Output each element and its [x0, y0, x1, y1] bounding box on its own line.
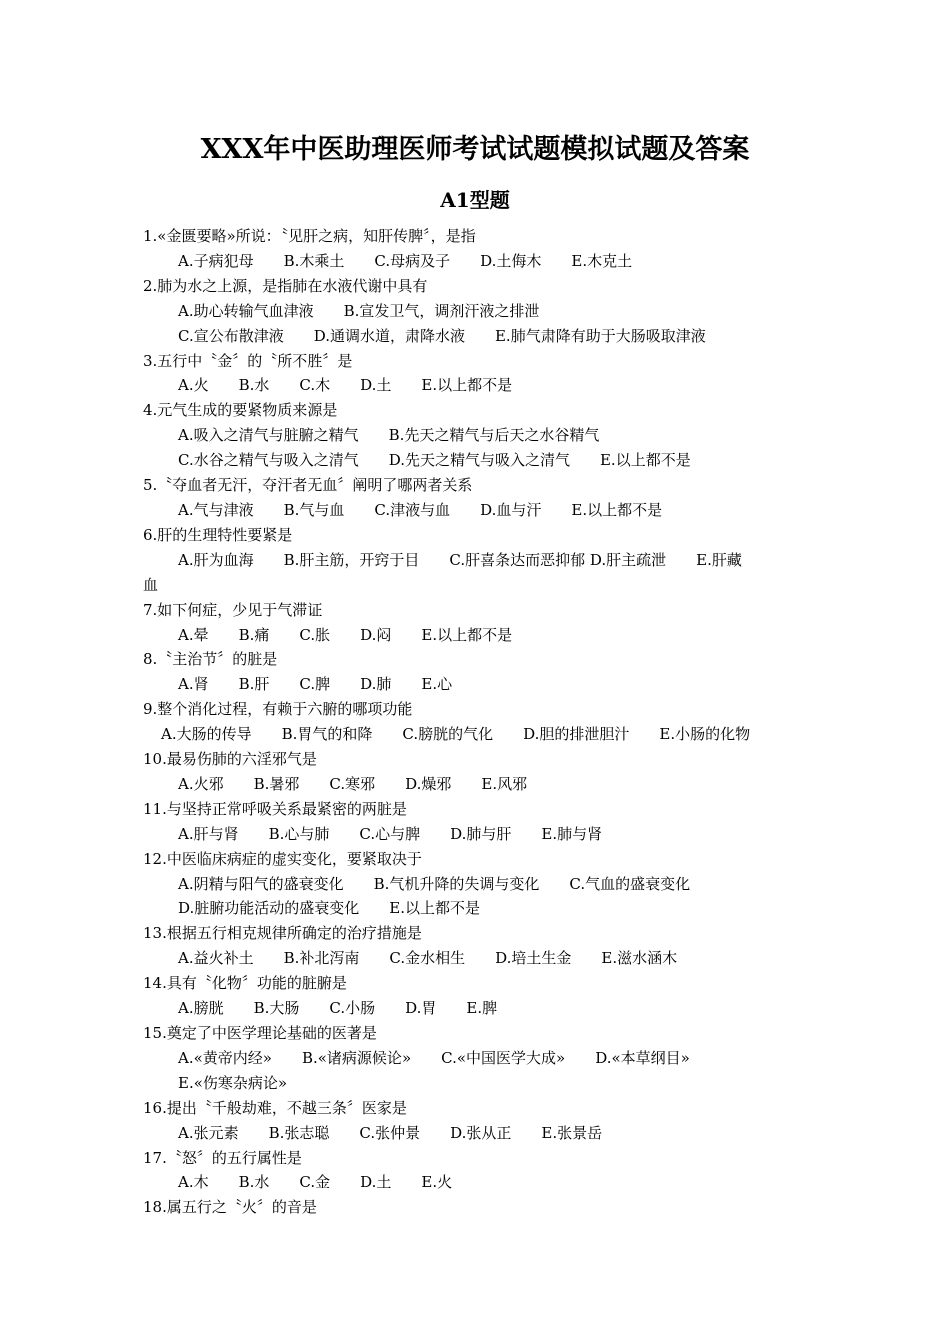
- answer-options: [143, 373, 813, 398]
- answer-option: A.吸入之清气与脏腑之精气: [178, 426, 359, 445]
- answer-option: E.以上都不是: [389, 899, 480, 918]
- answer-option: E.小肠的化物: [659, 725, 751, 744]
- answer-option: E.张景岳: [541, 1123, 603, 1142]
- question-text: 13.根据五行相克规律所确定的治疗措施是: [143, 924, 422, 943]
- question-text: 血: [143, 575, 159, 594]
- answer-option: B.水: [238, 1173, 270, 1192]
- answer-option: B.水: [238, 376, 270, 395]
- answer-option: A.肾: [178, 675, 209, 694]
- answer-options: [143, 822, 813, 847]
- answer-option: B.大肠: [253, 999, 300, 1018]
- question-text: 5.〝夺血者无汗，夺汗者无血〞阐明了哪两者关系: [143, 476, 473, 495]
- answer-option: B.心与肺: [268, 824, 330, 843]
- answer-options: [143, 1071, 813, 1096]
- answer-options: [143, 623, 813, 648]
- answer-option: E.滋水涵木: [601, 949, 678, 968]
- answer-option: D.土: [360, 376, 392, 395]
- answer-option: E.«伤寒杂病论»: [178, 1073, 288, 1092]
- answer-options: [143, 548, 813, 573]
- answer-option: E.肺气肃降有助于大肠吸取津液: [494, 326, 706, 345]
- answer-options: [143, 1121, 813, 1146]
- answer-option: B.肝: [238, 675, 270, 694]
- answer-option: C.肝喜条达而恶抑郁 D.肝主疏泄: [449, 550, 667, 569]
- answer-option: A.肝与肾: [178, 824, 239, 843]
- question-list: [143, 224, 813, 1220]
- answer-options: [143, 772, 813, 797]
- answer-option: D.张从正: [450, 1123, 512, 1142]
- answer-option: C.寒邪: [329, 774, 376, 793]
- answer-option: C.母病及子: [374, 251, 451, 270]
- answer-option: E.心: [421, 675, 453, 694]
- answer-option: C.膀胱的气化: [402, 725, 494, 744]
- question-text: 10.最易伤肺的六淫邪气是: [143, 750, 317, 769]
- answer-option: E.以上都不是: [421, 376, 513, 395]
- answer-options: [143, 672, 813, 697]
- answer-option: E.木克土: [571, 251, 633, 270]
- answer-option: C.木: [299, 376, 331, 395]
- question-text: 1.«金匮要略»所说：〝见肝之病，知肝传脾〞，是指: [143, 227, 476, 245]
- answer-option: C.«中国医学大成»: [441, 1048, 566, 1067]
- question-text: 14.具有〝化物〞功能的脏腑是: [143, 974, 347, 993]
- answer-option: D.通调水道，肃降水液: [313, 326, 465, 345]
- answer-option: D.胃: [405, 999, 437, 1018]
- answer-option: A.膀胱: [178, 999, 224, 1018]
- answer-options: [143, 448, 813, 473]
- question-text: 18.属五行之〝火〞的音是: [143, 1198, 317, 1217]
- answer-option: B.木乘土: [283, 251, 345, 270]
- answer-option: A.张元素: [178, 1123, 239, 1142]
- answer-option: D.胆的排泄胆汁: [523, 725, 630, 744]
- answer-option: C.脾: [299, 675, 331, 694]
- answer-options: [143, 996, 813, 1021]
- answer-option: B.暑邪: [253, 774, 300, 793]
- answer-option: D.燥邪: [405, 774, 452, 793]
- answer-option: D.血与汗: [480, 500, 542, 519]
- answer-option: E.以上都不是: [571, 500, 663, 519]
- answer-option: A.子病犯母: [178, 251, 254, 270]
- answer-option: E.火: [421, 1173, 453, 1192]
- answer-option: C.胀: [299, 625, 331, 644]
- answer-options: [143, 946, 813, 971]
- answer-options: [143, 299, 813, 324]
- answer-option: A.大肠的传导: [161, 725, 252, 744]
- answer-option: A.晕: [178, 625, 209, 644]
- answer-option: B.宣发卫气，调剂汗液之排泄: [343, 301, 540, 320]
- answer-options: [143, 896, 813, 921]
- question-text: 16.提出〝千般劫难，不越三条〞医家是: [143, 1098, 407, 1117]
- answer-option: E.风邪: [481, 774, 528, 793]
- answer-options: [143, 872, 813, 897]
- question-text: 9.整个消化过程，有赖于六腑的哪项功能: [143, 700, 413, 719]
- answer-option: A.助心转输气血津液: [178, 301, 314, 320]
- answer-option: D.土: [360, 1173, 392, 1192]
- answer-option: B.胃气的和降: [281, 725, 373, 744]
- answer-option: D.脏腑功能活动的盛衰变化: [178, 899, 360, 918]
- answer-option: C.宣公布散津液: [178, 326, 284, 345]
- answer-option: B.张志聪: [268, 1123, 330, 1142]
- answer-options: [143, 1046, 813, 1071]
- question-text: 6.肝的生理特性要紧是: [143, 525, 293, 544]
- answer-option: A.火: [178, 376, 209, 395]
- answer-option: A.肝为血海: [178, 550, 254, 569]
- answer-option: C.气血的盛衰变化: [569, 874, 691, 893]
- section-heading: A1型题: [440, 188, 510, 212]
- answer-option: A.火邪: [178, 774, 224, 793]
- document-title: XXX年中医助理医师考试试题模拟试题及答案: [200, 134, 750, 165]
- answer-option: D.培土生金: [495, 949, 572, 968]
- answer-option: C.张仲景: [359, 1123, 421, 1142]
- question-text: 4.元气生成的要紧物质来源是: [143, 401, 338, 420]
- answer-option: E.以上都不是: [599, 451, 691, 470]
- answer-option: C.心与脾: [359, 824, 421, 843]
- question-text: 12.中医临床病症的虚实变化，要紧取决于: [143, 849, 422, 868]
- question-text: 15.奠定了中医学理论基础的医著是: [143, 1024, 377, 1042]
- answer-option: C.水谷之精气与吸入之清气: [178, 451, 359, 470]
- answer-options: [143, 324, 813, 349]
- answer-option: E.以上都不是: [421, 625, 513, 644]
- answer-option: E.肺与肾: [541, 824, 603, 843]
- answer-option: D.土侮木: [480, 251, 542, 270]
- answer-option: C.金水相生: [389, 949, 466, 968]
- answer-option: E.肝藏: [696, 550, 742, 569]
- answer-option: A.气与津液: [178, 500, 254, 519]
- answer-option: E.脾: [466, 999, 498, 1018]
- answer-option: B.«诸病源候论»: [301, 1048, 412, 1067]
- answer-options: [143, 722, 813, 747]
- question-text: 3.五行中〝金〞的〝所不胜〞是: [143, 351, 353, 370]
- question-text: 7.如下何症，少见于气滞证: [143, 600, 323, 619]
- answer-option: D.先天之精气与吸入之清气: [388, 451, 570, 470]
- answer-options: [143, 498, 813, 523]
- answer-option: B.肝主筋，开窍于目: [283, 550, 420, 569]
- answer-option: C.金: [299, 1173, 331, 1192]
- answer-option: A.益火补土: [178, 949, 254, 968]
- question-text: 11.与坚持正常呼吸关系最紧密的两脏是: [143, 799, 407, 818]
- answer-option: B.痛: [238, 625, 270, 644]
- answer-option: B.补北泻南: [283, 949, 360, 968]
- question-text: 8.〝主治节〞的脏是: [143, 650, 278, 669]
- answer-option: B.先天之精气与后天之水谷精气: [388, 426, 600, 445]
- answer-option: D.肺与肝: [450, 824, 512, 843]
- answer-options: [143, 423, 813, 448]
- answer-option: A.阴精与阳气的盛衰变化: [178, 874, 344, 893]
- answer-options: [143, 1170, 813, 1195]
- answer-option: C.津液与血: [374, 500, 451, 519]
- answer-option: B.气机升降的失调与变化: [373, 874, 540, 893]
- answer-option: A.木: [178, 1173, 209, 1192]
- answer-option: A.«黄帝内经»: [178, 1048, 272, 1067]
- answer-options: [143, 249, 813, 274]
- answer-option: C.小肠: [329, 999, 376, 1018]
- answer-option: D.«本草纲目»: [595, 1048, 690, 1067]
- answer-option: B.气与血: [283, 500, 345, 519]
- question-text: 2.肺为水之上源，是指肺在水液代谢中具有: [143, 276, 428, 295]
- answer-option: D.肺: [360, 675, 392, 694]
- answer-option: D.闷: [360, 625, 392, 644]
- question-text: 17.〝怒〞的五行属性是: [143, 1148, 302, 1167]
